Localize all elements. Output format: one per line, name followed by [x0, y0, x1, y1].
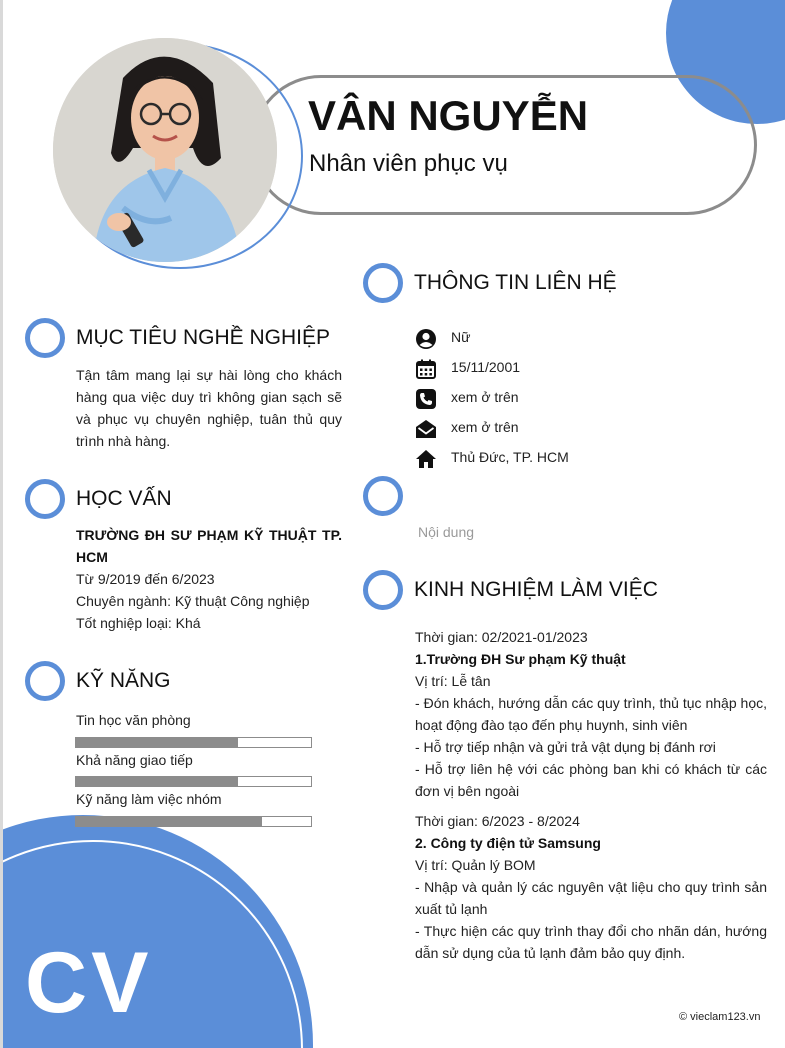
experience-bullet-ring	[363, 570, 403, 610]
skill-label: Khả năng giao tiếp	[76, 752, 193, 768]
skill-bar	[75, 737, 312, 748]
job-duty: - Thực hiện các quy trình thay đổi cho nhãn dán, hướng dẫn sử dụng của tủ lạnh đảm bảo quy định.	[415, 923, 767, 961]
skill-bar	[75, 816, 312, 827]
cv-logo-text: CV	[25, 935, 153, 1031]
objective-bullet-ring	[25, 318, 65, 358]
home-icon	[415, 448, 437, 470]
skill-bar-fill	[76, 777, 238, 786]
contact-row-birthday	[415, 357, 521, 381]
contact-row-phone	[415, 387, 519, 411]
skill-bar-fill	[76, 738, 238, 747]
job-time: Thời gian: 02/2021-01/2023	[415, 629, 588, 645]
person-illustration-icon	[53, 38, 277, 262]
contact-address: Thủ Đức, TP. HCM	[451, 449, 569, 465]
experience-job-1	[415, 626, 767, 802]
job-time: Thời gian: 6/2023 - 8/2024	[415, 813, 580, 829]
contact-heading: THÔNG TIN LIÊN HỆ	[414, 271, 617, 294]
contact-phone: xem ở trên	[451, 389, 519, 405]
candidate-name: VÂN NGUYỄN	[308, 92, 589, 139]
footer-watermark[interactable]: © vieclam123.vn	[679, 1011, 761, 1023]
contact-birthday: 15/11/2001	[451, 359, 521, 375]
job-position: Vị trí: Lễ tân	[415, 673, 491, 689]
objective-text: Tận tâm mang lại sự hài lòng cho khách hàng qua việc duy trì không gian sạch sẽ và phục vụ chuyên nghiệp, tuân thủ quy trình nhà hàng.	[76, 367, 342, 449]
experience-heading: KINH NGHIỆM LÀM VIỆC	[414, 578, 658, 601]
phone-icon	[415, 388, 437, 410]
email-icon	[415, 418, 437, 440]
extra-section-placeholder[interactable]: Nội dung	[418, 524, 475, 540]
experience-job-2	[415, 810, 767, 964]
objective-heading: MỤC TIÊU NGHỀ NGHIỆP	[76, 326, 330, 349]
skills-bullet-ring	[25, 661, 65, 701]
job-duty: - Hỗ trợ tiếp nhận và gửi trả vật dụng bị đánh rơi	[415, 739, 716, 755]
user-icon	[415, 328, 437, 350]
job-duty: - Đón khách, hướng dẫn các quy trình, thủ tục nhập học, hoạt động đào tạo đến phụ huynh, sinh viên	[415, 695, 767, 733]
skill-bar-fill	[76, 817, 262, 826]
skill-label: Tin học văn phòng	[76, 712, 191, 728]
calendar-icon	[415, 358, 437, 380]
profile-photo	[53, 38, 277, 262]
contact-gender: Nữ	[451, 329, 471, 345]
job-company: 1.Trường ĐH Sư phạm Kỹ thuật	[415, 651, 626, 667]
contact-row-address	[415, 447, 569, 471]
contact-bullet-ring	[363, 263, 403, 303]
education-period: Từ 9/2019 đến 6/2023	[76, 571, 215, 587]
job-company: 2. Công ty điện tử Samsung	[415, 835, 601, 851]
education-bullet-ring	[25, 479, 65, 519]
job-duty: - Nhập và quản lý các nguyên vật liệu cho quy trình sản xuất tủ lạnh	[415, 879, 767, 917]
education-grade: Tốt nghiệp loại: Khá	[76, 615, 201, 631]
contact-row-gender	[415, 327, 471, 351]
extra-bullet-ring	[363, 476, 403, 516]
skill-bar	[75, 776, 312, 787]
contact-row-email	[415, 417, 519, 441]
job-duty: - Hỗ trợ liên hệ với các phòng ban khi có khách từ các đơn vị bên ngoài	[415, 761, 767, 799]
skills-heading: KỸ NĂNG	[76, 669, 171, 692]
education-major: Chuyên ngành: Kỹ thuật Công nghiệp	[76, 593, 310, 609]
contact-email: xem ở trên	[451, 419, 519, 435]
education-heading: HỌC VẤN	[76, 487, 172, 510]
job-position: Vị trí: Quản lý BOM	[415, 857, 536, 873]
candidate-role: Nhân viên phục vụ	[309, 150, 508, 177]
education-school: TRƯỜNG ĐH SƯ PHẠM KỸ THUẬT TP. HCM	[76, 527, 342, 565]
skill-label: Kỹ năng làm việc nhóm	[76, 791, 222, 807]
